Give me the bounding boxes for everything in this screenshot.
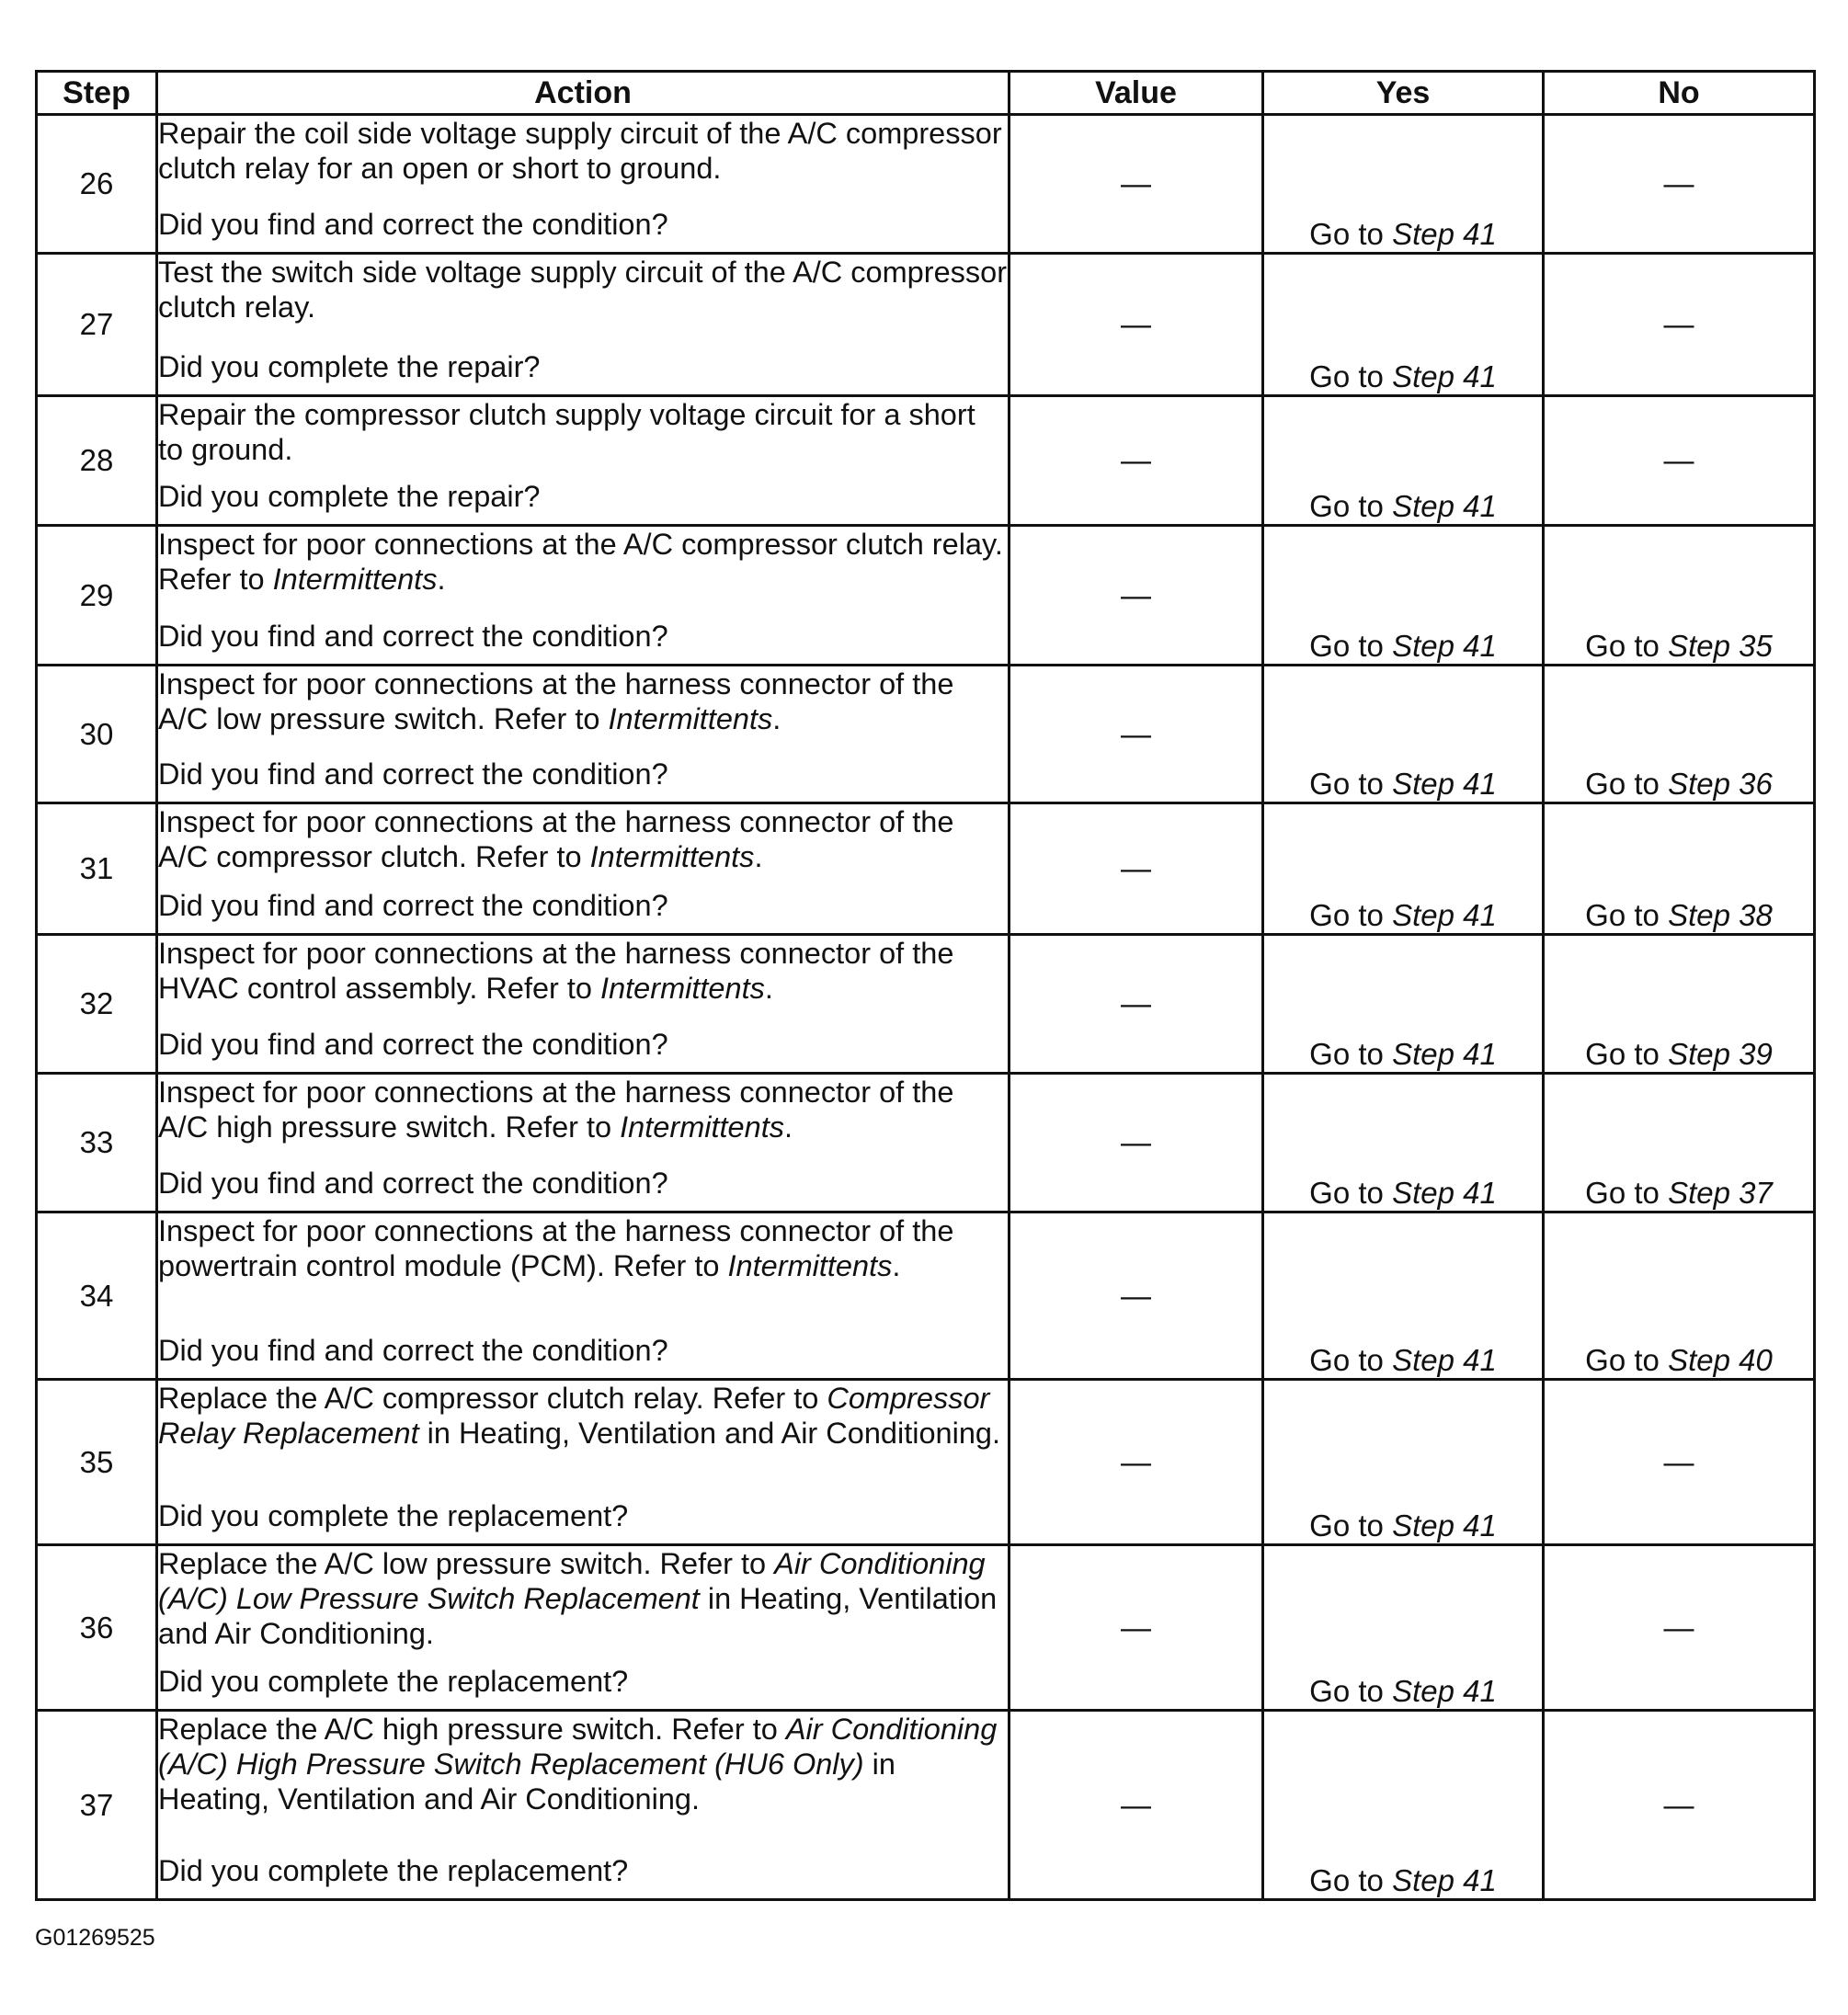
action-cell: [157, 935, 1010, 1074]
action-cell: [157, 1545, 1010, 1711]
action-question: Did you complete the replacement?: [158, 1854, 629, 1887]
value-cell: —: [1010, 115, 1263, 254]
table-body: [37, 115, 1815, 1900]
header-action: Action: [157, 72, 1010, 115]
action-text-segment: Inspect for poor connections at the harness connector of the powertrain control module (PCM). Refer to: [158, 1214, 954, 1282]
no-go-to-label: Go to: [1585, 898, 1669, 932]
yes-step-link: Step 41: [1392, 489, 1497, 523]
action-reference: Air Conditioning (A/C) Low Pressure Switch Replacement: [158, 1547, 986, 1615]
action-text-segment: Replace the A/C compressor clutch relay. Refer to: [158, 1382, 827, 1415]
header-value: Value: [1010, 72, 1263, 115]
action-text: [158, 397, 1008, 467]
action-text: [158, 255, 1008, 324]
yes-step-link: Step 41: [1392, 1176, 1497, 1210]
table-row: [37, 1074, 1815, 1212]
header-step: Step: [37, 72, 157, 115]
action-question: Did you complete the replacement?: [158, 1665, 629, 1698]
step-number: 37: [37, 1711, 157, 1900]
table-row: [37, 115, 1815, 254]
step-number: 27: [37, 254, 157, 396]
value-cell: —: [1010, 254, 1263, 396]
action-text-segment: .: [783, 1110, 793, 1144]
action-reference: Compressor Relay Replacement: [158, 1382, 990, 1450]
step-number: 26: [37, 115, 157, 254]
value-cell: —: [1010, 1545, 1263, 1711]
action-text-segment: Test the switch side voltage supply circuit of the A/C compressor clutch relay.: [158, 256, 1008, 324]
action-text-segment: Replace the A/C high pressure switch. Refer to: [158, 1713, 786, 1746]
no-dash: —: [1663, 1787, 1694, 1822]
yes-step-link: Step 41: [1392, 898, 1497, 932]
no-cell: [1544, 1711, 1815, 1900]
yes-step-link: Step 41: [1392, 359, 1497, 393]
yes-cell: [1263, 1545, 1544, 1711]
yes-cell: [1263, 666, 1544, 803]
yes-go-to-label: Go to: [1309, 629, 1393, 663]
action-text-segment: Replace the A/C low pressure switch. Refer to: [158, 1547, 775, 1580]
no-dash: —: [1663, 1444, 1694, 1479]
table-row: [37, 1212, 1815, 1380]
action-cell: [157, 396, 1010, 526]
action-text: [158, 1712, 1008, 1816]
action-text-segment: in Heating, Ventilation and Air Conditioning.: [158, 1747, 895, 1816]
action-cell: [157, 1074, 1010, 1212]
no-cell: [1544, 1380, 1815, 1545]
action-text-segment: Inspect for poor connections at the harness connector of the A/C low pressure switch. Refer to: [158, 667, 954, 735]
no-step-link: Step 39: [1668, 1037, 1773, 1071]
no-dash: —: [1663, 307, 1694, 341]
yes-cell: [1263, 254, 1544, 396]
action-reference: Intermittents: [608, 702, 773, 735]
step-number: 31: [37, 803, 157, 935]
action-text-segment: .: [892, 1249, 901, 1282]
action-text: [158, 936, 1008, 1006]
yes-step-link: Step 41: [1392, 1863, 1497, 1897]
action-cell: [157, 526, 1010, 666]
step-number: 35: [37, 1380, 157, 1545]
action-text-segment: in Heating, Ventilation and Air Conditioning.: [158, 1582, 998, 1650]
table-row: [37, 526, 1815, 666]
no-cell: [1544, 803, 1815, 935]
no-cell: [1544, 1545, 1815, 1711]
step-number: 29: [37, 526, 157, 666]
no-cell: [1544, 115, 1815, 254]
action-text: [158, 527, 1008, 597]
value-cell: —: [1010, 1074, 1263, 1212]
yes-go-to-label: Go to: [1309, 217, 1393, 251]
no-go-to-label: Go to: [1585, 767, 1669, 801]
no-step-link: Step 36: [1668, 767, 1773, 801]
value-cell: —: [1010, 1711, 1263, 1900]
yes-cell: [1263, 935, 1544, 1074]
table-row: [37, 803, 1815, 935]
action-question: Did you complete the repair?: [158, 350, 541, 383]
action-text-segment: Inspect for poor connections at the harness connector of the HVAC control assembly. Refer to: [158, 937, 954, 1005]
value-cell: —: [1010, 526, 1263, 666]
action-question: Did you find and correct the condition?: [158, 620, 668, 653]
yes-cell: [1263, 526, 1544, 666]
action-question: Did you find and correct the condition?: [158, 757, 668, 791]
action-text: [158, 1546, 1008, 1651]
no-cell: [1544, 666, 1815, 803]
value-cell: —: [1010, 396, 1263, 526]
no-cell: [1544, 1212, 1815, 1380]
table-row: [37, 1545, 1815, 1711]
action-question: Did you find and correct the condition?: [158, 1028, 668, 1061]
step-number: 34: [37, 1212, 157, 1380]
yes-cell: [1263, 1074, 1544, 1212]
no-step-link: Step 40: [1668, 1343, 1773, 1377]
yes-step-link: Step 41: [1392, 629, 1497, 663]
yes-cell: [1263, 1711, 1544, 1900]
no-dash: —: [1663, 1610, 1694, 1645]
action-text-segment: Repair the compressor clutch supply voltage circuit for a short to ground.: [158, 398, 975, 466]
action-text: [158, 1075, 1008, 1144]
table-row: [37, 935, 1815, 1074]
yes-go-to-label: Go to: [1309, 1508, 1393, 1543]
step-number: 32: [37, 935, 157, 1074]
no-cell: [1544, 254, 1815, 396]
yes-go-to-label: Go to: [1309, 767, 1393, 801]
yes-go-to-label: Go to: [1309, 898, 1393, 932]
yes-go-to-label: Go to: [1309, 1674, 1393, 1708]
action-text-segment: Repair the coil side voltage supply circuit of the A/C compressor clutch relay for an open or short to ground.: [158, 117, 1002, 185]
no-go-to-label: Go to: [1585, 1176, 1669, 1210]
no-step-link: Step 37: [1668, 1176, 1773, 1210]
no-go-to-label: Go to: [1585, 629, 1669, 663]
no-cell: [1544, 526, 1815, 666]
no-cell: [1544, 396, 1815, 526]
yes-go-to-label: Go to: [1309, 1863, 1393, 1897]
yes-step-link: Step 41: [1392, 767, 1497, 801]
table-row: [37, 1711, 1815, 1900]
diagnostic-table: [35, 70, 1816, 1901]
action-cell: [157, 803, 1010, 935]
action-cell: [157, 1212, 1010, 1380]
table-row: [37, 1380, 1815, 1545]
action-text-segment: .: [764, 972, 773, 1005]
step-number: 33: [37, 1074, 157, 1212]
yes-cell: [1263, 1380, 1544, 1545]
action-question: Did you find and correct the condition?: [158, 889, 668, 922]
action-text-segment: Inspect for poor connections at the A/C compressor clutch relay. Refer to: [158, 528, 1003, 596]
action-question: Did you complete the repair?: [158, 480, 541, 513]
action-reference: Air Conditioning (A/C) High Pressure Switch Replacement (HU6 Only): [158, 1713, 998, 1781]
action-cell: [157, 254, 1010, 396]
no-step-link: Step 38: [1668, 898, 1773, 932]
action-text-segment: .: [772, 702, 781, 735]
action-text-segment: in Heating, Ventilation and Air Conditioning.: [418, 1417, 1000, 1450]
yes-go-to-label: Go to: [1309, 489, 1393, 523]
action-question: Did you find and correct the condition?: [158, 1167, 668, 1200]
action-reference: Intermittents: [620, 1110, 784, 1144]
action-cell: [157, 666, 1010, 803]
action-reference: Intermittents: [600, 972, 765, 1005]
action-text: [158, 804, 1008, 874]
value-cell: —: [1010, 666, 1263, 803]
action-cell: [157, 115, 1010, 254]
action-cell: [157, 1380, 1010, 1545]
yes-step-link: Step 41: [1392, 217, 1497, 251]
action-text: [158, 1213, 1008, 1283]
yes-go-to-label: Go to: [1309, 359, 1393, 393]
value-cell: —: [1010, 1380, 1263, 1545]
table-row: [37, 254, 1815, 396]
yes-cell: [1263, 115, 1544, 254]
step-number: 36: [37, 1545, 157, 1711]
action-text: [158, 1381, 1008, 1451]
value-cell: —: [1010, 1212, 1263, 1380]
yes-cell: [1263, 396, 1544, 526]
value-cell: —: [1010, 935, 1263, 1074]
yes-step-link: Step 41: [1392, 1508, 1497, 1543]
no-dash: —: [1663, 443, 1694, 477]
yes-go-to-label: Go to: [1309, 1343, 1393, 1377]
action-reference: Intermittents: [727, 1249, 893, 1282]
action-question: Did you find and correct the condition?: [158, 208, 668, 241]
no-dash: —: [1663, 166, 1694, 200]
action-cell: [157, 1711, 1010, 1900]
table-row: [37, 666, 1815, 803]
yes-go-to-label: Go to: [1309, 1037, 1393, 1071]
action-text: [158, 116, 1008, 186]
action-text: [158, 666, 1008, 736]
no-go-to-label: Go to: [1585, 1037, 1669, 1071]
step-number: 30: [37, 666, 157, 803]
action-text-segment: Inspect for poor connections at the harness connector of the A/C high pressure switch. Refer to: [158, 1076, 954, 1144]
action-text-segment: .: [437, 563, 446, 596]
action-text-segment: .: [754, 840, 763, 873]
header-yes: Yes: [1263, 72, 1544, 115]
no-cell: [1544, 1074, 1815, 1212]
no-step-link: Step 35: [1668, 629, 1773, 663]
no-go-to-label: Go to: [1585, 1343, 1669, 1377]
action-question: Did you find and correct the condition?: [158, 1334, 668, 1367]
value-cell: —: [1010, 803, 1263, 935]
action-reference: Intermittents: [272, 563, 438, 596]
header-no: No: [1544, 72, 1815, 115]
yes-step-link: Step 41: [1392, 1343, 1497, 1377]
header-row: [37, 72, 1815, 115]
table-row: [37, 396, 1815, 526]
yes-cell: [1263, 803, 1544, 935]
figure-id: G01269525: [35, 1925, 155, 1951]
action-reference: Intermittents: [589, 840, 755, 873]
yes-step-link: Step 41: [1392, 1037, 1497, 1071]
yes-go-to-label: Go to: [1309, 1176, 1393, 1210]
yes-cell: [1263, 1212, 1544, 1380]
step-number: 28: [37, 396, 157, 526]
no-cell: [1544, 935, 1815, 1074]
action-text-segment: Inspect for poor connections at the harness connector of the A/C compressor clutch. Refer to: [158, 805, 954, 873]
yes-step-link: Step 41: [1392, 1674, 1497, 1708]
action-question: Did you complete the replacement?: [158, 1499, 629, 1532]
